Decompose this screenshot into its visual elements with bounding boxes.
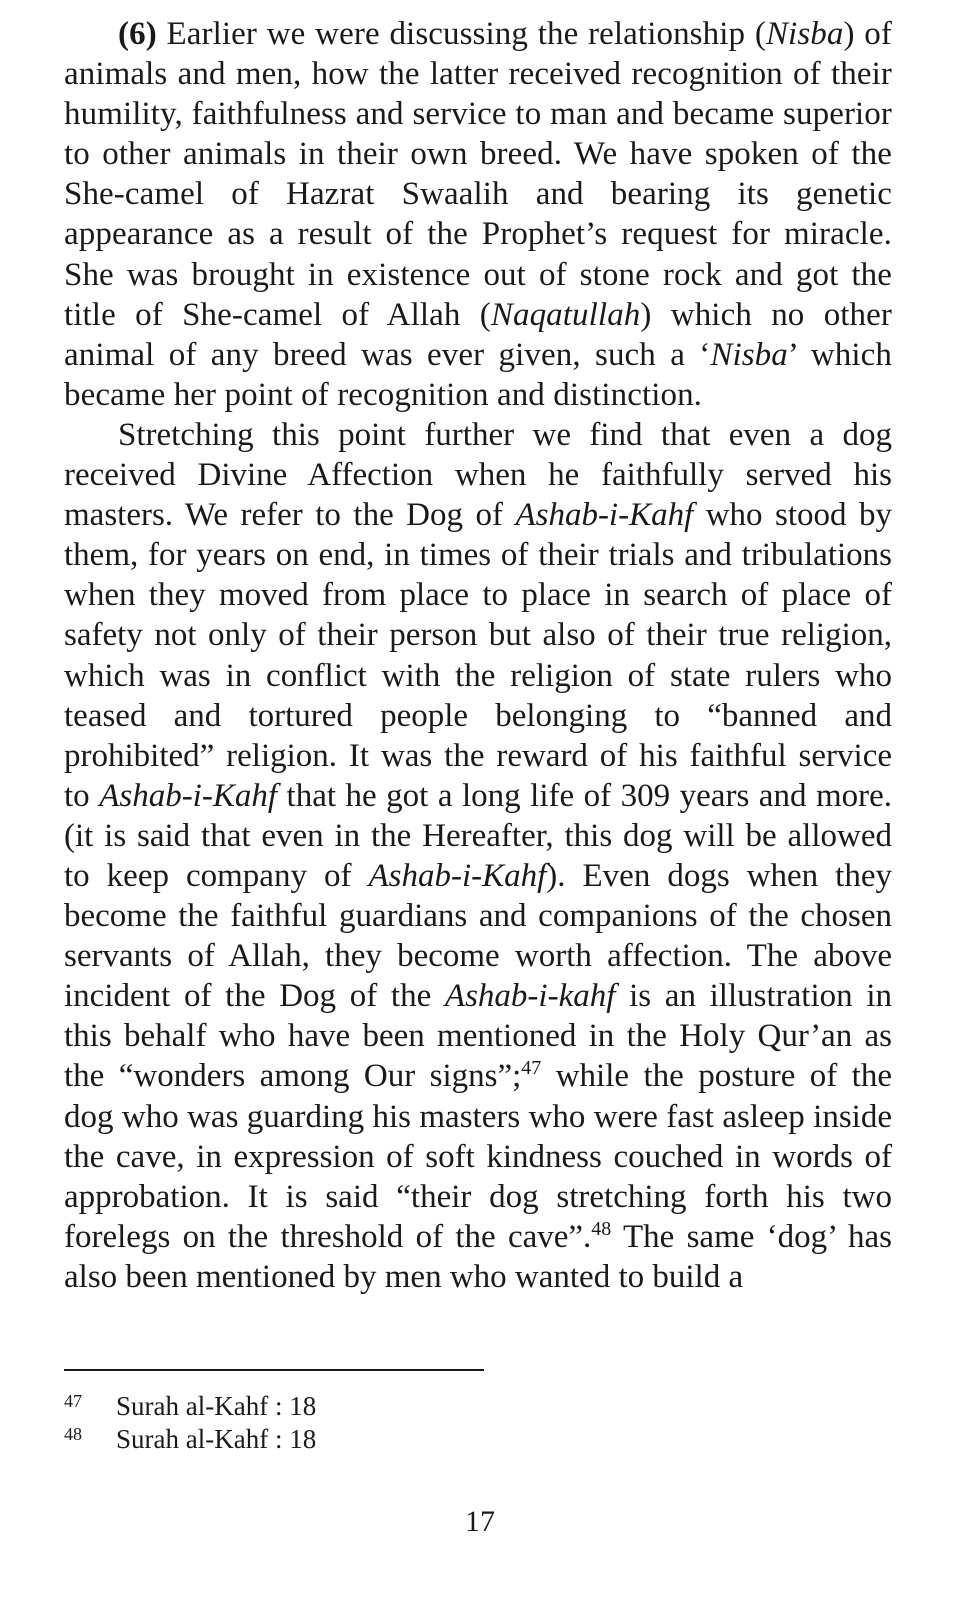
footnotes — [64, 1390, 864, 1456]
paragraph-marker: (6) — [118, 16, 157, 52]
paragraph-2-text: ). Even dogs when they become the faithful guardians and companions of the chosen servants of Allah, they become worth affection. The above incident of the Dog of the — [64, 857, 892, 1015]
paragraph-2-text: while the posture of the dog who was guarding his masters who were fast asleep inside the cave, in expression of soft kindness couched in words of approbation. It is said “their dog stretching forth his two forelegs on the threshold of the cave”. — [64, 1058, 892, 1255]
paragraph-2-text: is an illustration in this behalf who have been mentioned in the Holy Qur’an as the “wonders among Our signs”; — [64, 978, 892, 1095]
term-naqatullah: Naqatullah — [490, 296, 641, 333]
footnote-number: 48 — [64, 1424, 82, 1444]
page-number: 17 — [465, 1505, 495, 1538]
term-ashab-i-kahf: Ashab-i-Kahf — [515, 497, 694, 534]
footnote-divider — [64, 1369, 484, 1371]
term-nisba: Nisba — [765, 16, 844, 52]
paragraph-2-text: Stretching this point further we find that even a dog received Divine Affection when he faithfully served his masters. We refer to the Dog of — [64, 416, 892, 534]
paragraph-1-text: ’ which became her point of recognition and distinction. — [64, 336, 892, 413]
paragraph-1-text: ) which no other animal of any breed was ever given, such a ‘ — [64, 296, 892, 373]
footnote-ref-48[interactable]: 48 — [591, 1217, 612, 1240]
term-ashab-i-kahf: Ashab-i-Kahf — [368, 857, 547, 894]
footnote-47 — [64, 1390, 864, 1423]
footnote-number: 47 — [64, 1391, 82, 1411]
paragraph-2-text: that he got a long life of 309 years and more. (it is said that even in the Hereafter, this dog will be allowed to keep company of — [64, 777, 893, 894]
paragraph-1-text: ) of animals and men, how the latter received recognition of their humility, faithfulness and service to man and became superior to other animals in their own breed. We have spoken of the She-camel of Hazrat Swaalih and bearing its genetic appearance as a result of the Prophet’s request for miracle. She was brought in existence out of stone rock and got the title of She-camel of Allah ( — [64, 16, 892, 333]
footnote-text: Surah al-Kahf : 18 — [116, 1424, 317, 1454]
footnote-text: Surah al-Kahf : 18 — [116, 1391, 317, 1421]
paragraph-2-text: who stood by them, for years on end, in times of their trials and tribulations when they moved from place to place in search of place of safety not only of their person but also of their true religion, which was in conflict with the religion of state rulers who teased and tortured people belonging to “banned and prohibited” religion. It was the reward of his faithful service to — [64, 497, 893, 814]
footnote-48 — [64, 1423, 864, 1456]
term-ashab-i-kahf: Ashab-i-kahf — [444, 978, 616, 1015]
term-nisba: Nisba — [710, 336, 788, 373]
page-body — [64, 14, 892, 1297]
paragraph-2 — [64, 415, 892, 1297]
footnote-ref-47[interactable]: 47 — [521, 1057, 542, 1080]
paragraph-2-text: The same ‘dog’ has also been mentioned by men who wanted to build a — [64, 1218, 892, 1295]
term-ashab-i-kahf: Ashab-i-Kahf — [99, 777, 278, 814]
paragraph-1 — [64, 14, 892, 415]
paragraph-1-text: Earlier we were discussing the relationship ( — [156, 16, 766, 52]
